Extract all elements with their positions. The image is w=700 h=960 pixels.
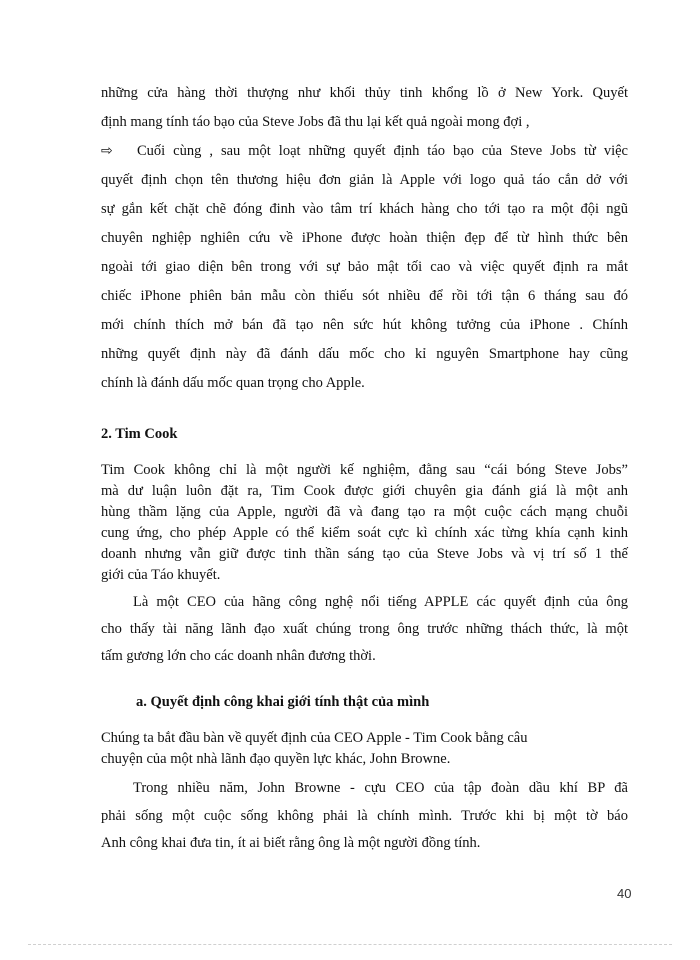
text-line: Chúng ta bắt đầu bàn về quyết định của CEO Apple - Tim Cook bằng câu bbox=[101, 730, 528, 746]
text-line: định mang tính táo bạo của Steve Jobs đã thu lại kết quả ngoài mong đợi , bbox=[101, 114, 530, 130]
arrow-right-icon: ⇨ bbox=[101, 143, 113, 159]
text-line: Anh công khai đưa tin, ít ai biết rằng ông là một người đồng tính. bbox=[101, 835, 481, 851]
text-line: phải sống một cuộc sống không phải là chính mình. Trước khi bị một tờ báo bbox=[101, 808, 628, 824]
text-line: chuyên nghiệp nghiên cứu về iPhone được hoàn thiện đẹp để từ hình thức bên bbox=[101, 230, 628, 246]
text-line: Tim Cook không chỉ là một người kế nghiệm, đằng sau “cái bóng Steve Jobs” bbox=[101, 462, 628, 478]
text-line: cho thấy tài năng lãnh đạo xuất chúng trong ông trước những thách thức, là một bbox=[101, 621, 628, 637]
text-line: Cuối cùng , sau một loạt những quyết định táo bạo của Steve Jobs từ việc bbox=[137, 143, 628, 159]
bullet-first-line bbox=[101, 141, 628, 161]
text-line: hùng thầm lặng của Apple, người đã và đang tạo ra một cuộc cách mạng chuỗi bbox=[101, 504, 628, 520]
text-line: cung ứng, cho phép Apple có thể kiểm soát cực kì chính xác từng khía cạnh kinh bbox=[101, 525, 628, 541]
text-line: tấm gương lớn cho các doanh nhân đương thời. bbox=[101, 648, 376, 664]
text-line: những cửa hàng thời thượng như khối thủy tinh khổng lồ ở New York. Quyết bbox=[101, 85, 628, 101]
text-line: ngoài tới giao diện bên trong với sự bảo mật tối cao và việc quyết định ra mắt bbox=[101, 259, 628, 275]
text-line: những quyết định này đã đánh dấu mốc cho kỉ nguyên Smartphone hay cũng bbox=[101, 346, 628, 362]
text-line: chuyện của một nhà lãnh đạo quyền lực khác, John Browne. bbox=[101, 751, 451, 767]
text-line: mà dư luận luôn đặt ra, Tim Cook được giới chuyên gia đánh giá là một anh bbox=[101, 483, 628, 499]
text-line: quyết định chọn tên thương hiệu đơn giản là Apple với logo quả táo cắn dở với bbox=[101, 172, 628, 188]
page-number: 40 bbox=[617, 886, 632, 901]
text-line: mới chính thích mở bán đã tạo nên sức hút không tưởng của iPhone . Chính bbox=[101, 317, 628, 333]
text-line: chính là đánh dấu mốc quan trọng cho Apple. bbox=[101, 375, 365, 391]
text-line: Trong nhiều năm, John Browne - cựu CEO của tập đoàn dầu khí BP đã bbox=[133, 780, 628, 796]
text-line: doanh nhưng vẫn giữ được tinh thần sáng tạo của Steve Jobs và vị trí số 1 thế bbox=[101, 546, 628, 562]
subsection-heading: a. Quyết định công khai giới tính thật của mình bbox=[136, 694, 430, 710]
footer-divider bbox=[28, 944, 672, 945]
text-line: sự gắn kết chặt chẽ đóng đinh vào tâm trí khách hàng cho tới tạo ra một đội ngũ bbox=[101, 201, 628, 217]
section-heading: 2. Tim Cook bbox=[101, 426, 178, 442]
text-line: giới của Táo khuyết. bbox=[101, 567, 221, 583]
text-line: Là một CEO của hãng công nghệ nổi tiếng APPLE các quyết định của ông bbox=[133, 594, 628, 610]
text-line: chiếc iPhone phiên bản mẫu còn thiếu sót nhiều để rồi tới tận 6 tháng sau đó bbox=[101, 288, 628, 304]
